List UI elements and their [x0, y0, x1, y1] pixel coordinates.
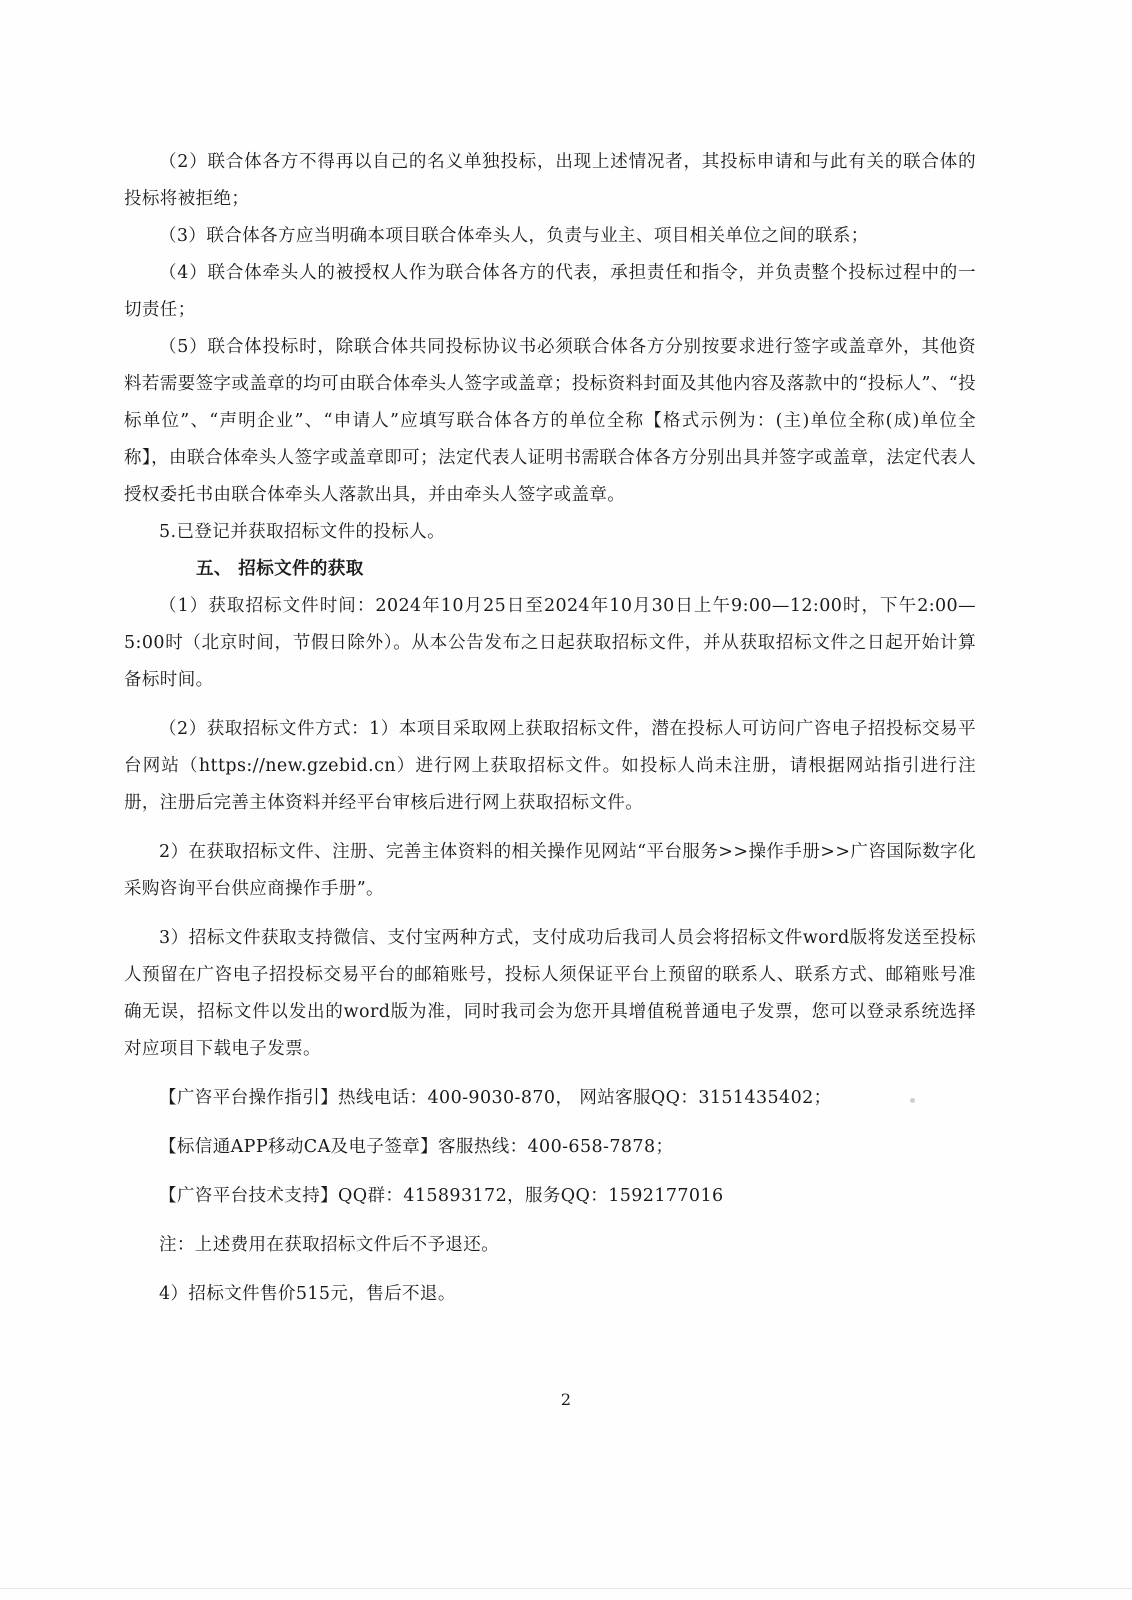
paragraph-consortium-3: （3）联合体各方应当明确本项目联合体牵头人，负责与业主、项目相关单位之间的联系； [159, 226, 869, 246]
scan-speck [910, 1098, 915, 1103]
note-no-refund: 注：上述费用在获取招标文件后不予退还。 [159, 1235, 500, 1255]
paragraph-acquire-method: （2）获取招标文件方式：1）本项目采取网上获取招标文件，潜在投标人可访问广咨电子招投标交易平台网站（https://new.gzebid.cn）进行网上获取招标文件。如投标人尚未注册，请根据网站指引进行注册，注册后完善主体资料并经平台审核后进行网上获取招标文件。 [124, 719, 976, 813]
page-number: 2 [560, 1390, 572, 1409]
paragraph-item-5: 5.已登记并获取招标文件的投标人。 [159, 522, 445, 542]
paragraph-consortium-4: （4）联合体牵头人的被授权人作为联合体各方的代表，承担责任和指令，并负责整个投标过程中的一切责任； [124, 263, 976, 320]
paragraph-operation-manual: 2）在获取招标文件、注册、完善主体资料的相关操作见网站“平台服务>>操作手册>>广咨国际数字化采购咨询平台供应商操作手册”。 [124, 842, 976, 899]
contact-ca-signature: 【标信通APP移动CA及电子签章】客服热线：400-658-7878； [159, 1137, 674, 1157]
document-body [124, 144, 976, 1313]
paragraph-price: 4）招标文件售价515元，售后不退。 [159, 1284, 456, 1304]
paragraph-acquire-time: （1）获取招标文件时间：2024年10月25日至2024年10月30日上午9:00—12:00时，下午2:00—5:00时（北京时间，节假日除外）。从本公告发布之日起获取招标文件，并从获取招标文件之日起开始计算备标时间。 [124, 596, 976, 690]
section-heading: 五、 招标文件的获取 [196, 559, 364, 579]
contact-tech-support: 【广咨平台技术支持】QQ群：415893172，服务QQ：1592177016 [159, 1186, 724, 1206]
paragraph-consortium-5: （5）联合体投标时，除联合体共同投标协议书必须联合体各方分别按要求进行签字或盖章外，其他资料若需要签字或盖章的均可由联合体牵头人签字或盖章；投标资料封面及其他内容及落款中的“投标人”、“投标单位”、“声明企业”、“申请人”应填写联合体各方的单位全称【格式示例为：(主)单位全称(成)单位全称】，由联合体牵头人签字或盖章即可；法定代表人证明书需联合体各方分别出具并签字或盖章，法定代表人授权委托书由联合体牵头人落款出具，并由牵头人签字或盖章。 [124, 337, 976, 505]
paragraph-consortium-2: （2）联合体各方不得再以自己的名义单独投标，出现上述情况者，其投标申请和与此有关的联合体的投标将被拒绝； [124, 152, 976, 209]
paragraph-payment: 3）招标文件获取支持微信、支付宝两种方式，支付成功后我司人员会将招标文件word版将发送至投标人预留在广咨电子招投标交易平台的邮箱账号，投标人须保证平台上预留的联系人、联系方式、邮箱账号准确无误，招标文件以发出的word版为准，同时我司会为您开具增值税普通电子发票，您可以登录系统选择对应项目下载电子发票。 [124, 928, 976, 1059]
contact-platform-guide: 【广咨平台操作指引】热线电话：400-9030-870， 网站客服QQ：3151435402； [159, 1088, 832, 1108]
scan-edge-line [0, 1588, 1132, 1589]
